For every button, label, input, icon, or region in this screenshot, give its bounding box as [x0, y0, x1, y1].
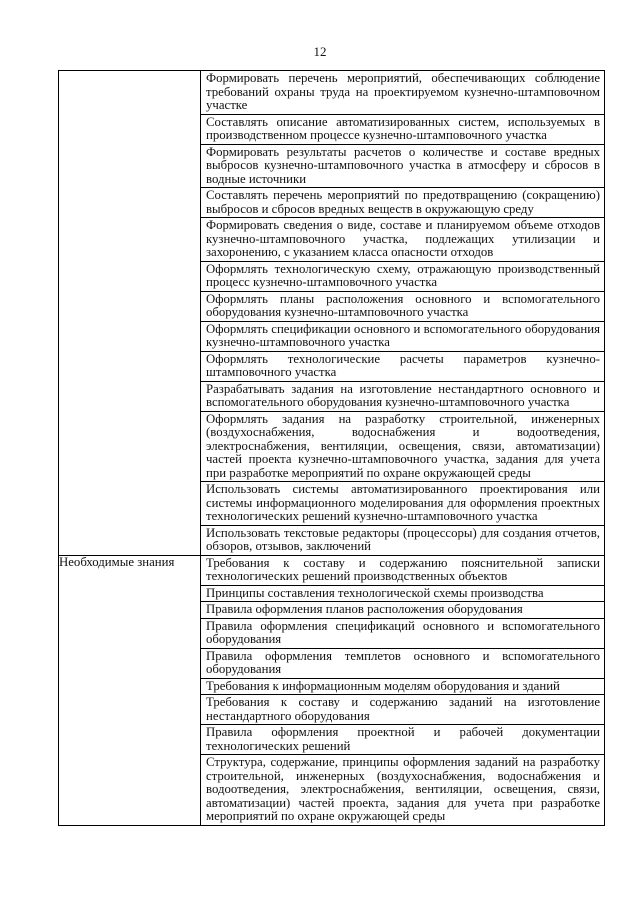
requirement-item: Использовать системы автоматизированного проектирования или системы информационного моделирования для оформления проектных технологических решений кузнечно-штамповочного участка — [201, 482, 604, 526]
requirement-item: Использовать текстовые редакторы (процессоры) для создания отчетов, обзоров, отзывов, заключений — [206, 525, 600, 553]
requirement-item: Принципы составления технологической схемы производства — [201, 586, 604, 603]
requirement-item: Разрабатывать задания на изготовление нестандартного основного и вспомогательного оборудования кузнечно-штамповочного участка — [201, 382, 604, 412]
requirement-item: Формировать результаты расчетов о количестве и составе вредных выбросов кузнечно-штамповочного участка в атмосферу и сбросов в водные источники — [201, 145, 604, 189]
requirement-item: Оформлять задания на разработку строительной, инженерных (воздухоснабжения, водоснабжения и водоотведения, электроснабжения, вентиляции, освещения, связи, автоматизации) частей проекта кузнечно-штамповочного участка, задания для учета при разработке мероприятий по охране окружающей среды — [201, 412, 604, 483]
requirement-item: Правила оформления планов расположения оборудования — [201, 602, 604, 619]
requirement-item: Структура, содержание, принципы оформления заданий на разработку строительной, инженерных (воздухоснабжения, водоснабжения и водоотведения, электроснабжения, вентиляции, освещения, связи, автоматизации) частей проекта, задания для учета при разработке мероприятий по охране окружающей среды — [206, 755, 600, 823]
requirement-item: Правила оформления проектной и рабочей документации технологических решений — [201, 725, 604, 755]
requirement-item: Требования к составу и содержанию заданий на изготовление нестандартного оборудования — [201, 695, 604, 725]
table-row — [59, 71, 605, 556]
competency-table — [58, 70, 605, 826]
requirement-item: Формировать сведения о виде, составе и планируемом объеме отходов кузнечно-штамповочного участка, подлежащих утилизации и захоронению, с указанием класса опасности отходов — [201, 218, 604, 262]
row-label — [59, 71, 201, 556]
requirement-item: Оформлять спецификации основного и вспомогательного оборудования кузнечно-штамповочного участка — [201, 322, 604, 352]
requirement-item: Составлять перечень мероприятий по предотвращению (сокращению) выбросов и сбросов вредных веществ в окружающую среду — [201, 188, 604, 218]
row-label: Необходимые знания — [59, 555, 201, 825]
row-items — [201, 555, 605, 825]
requirement-item: Оформлять технологические расчеты параметров кузнечно-штамповочного участка — [201, 352, 604, 382]
requirement-item: Требования к информационным моделям оборудования и зданий — [201, 679, 604, 696]
requirement-item: Правила оформления спецификаций основного и вспомогательного оборудования — [201, 619, 604, 649]
requirement-item: Оформлять планы расположения основного и вспомогательного оборудования кузнечно-штамповочного участка — [201, 292, 604, 322]
requirement-item: Требования к составу и содержанию пояснительной записки технологических решений производственных объектов — [201, 556, 604, 586]
requirement-item: Формировать перечень мероприятий, обеспечивающих соблюдение требований охраны труда на проектируемом кузнечно-штамповочном участке — [201, 71, 604, 115]
table-row — [59, 555, 605, 825]
page-number: 12 — [313, 44, 327, 59]
requirement-item: Правила оформления темплетов основного и вспомогательного оборудования — [201, 649, 604, 679]
requirement-item: Оформлять технологическую схему, отражающую производственный процесс кузнечно-штамповочного участка — [201, 262, 604, 292]
requirement-item: Составлять описание автоматизированных систем, используемых в производственном процессе кузнечно-штамповочного участка — [201, 115, 604, 145]
row-items — [201, 71, 605, 556]
